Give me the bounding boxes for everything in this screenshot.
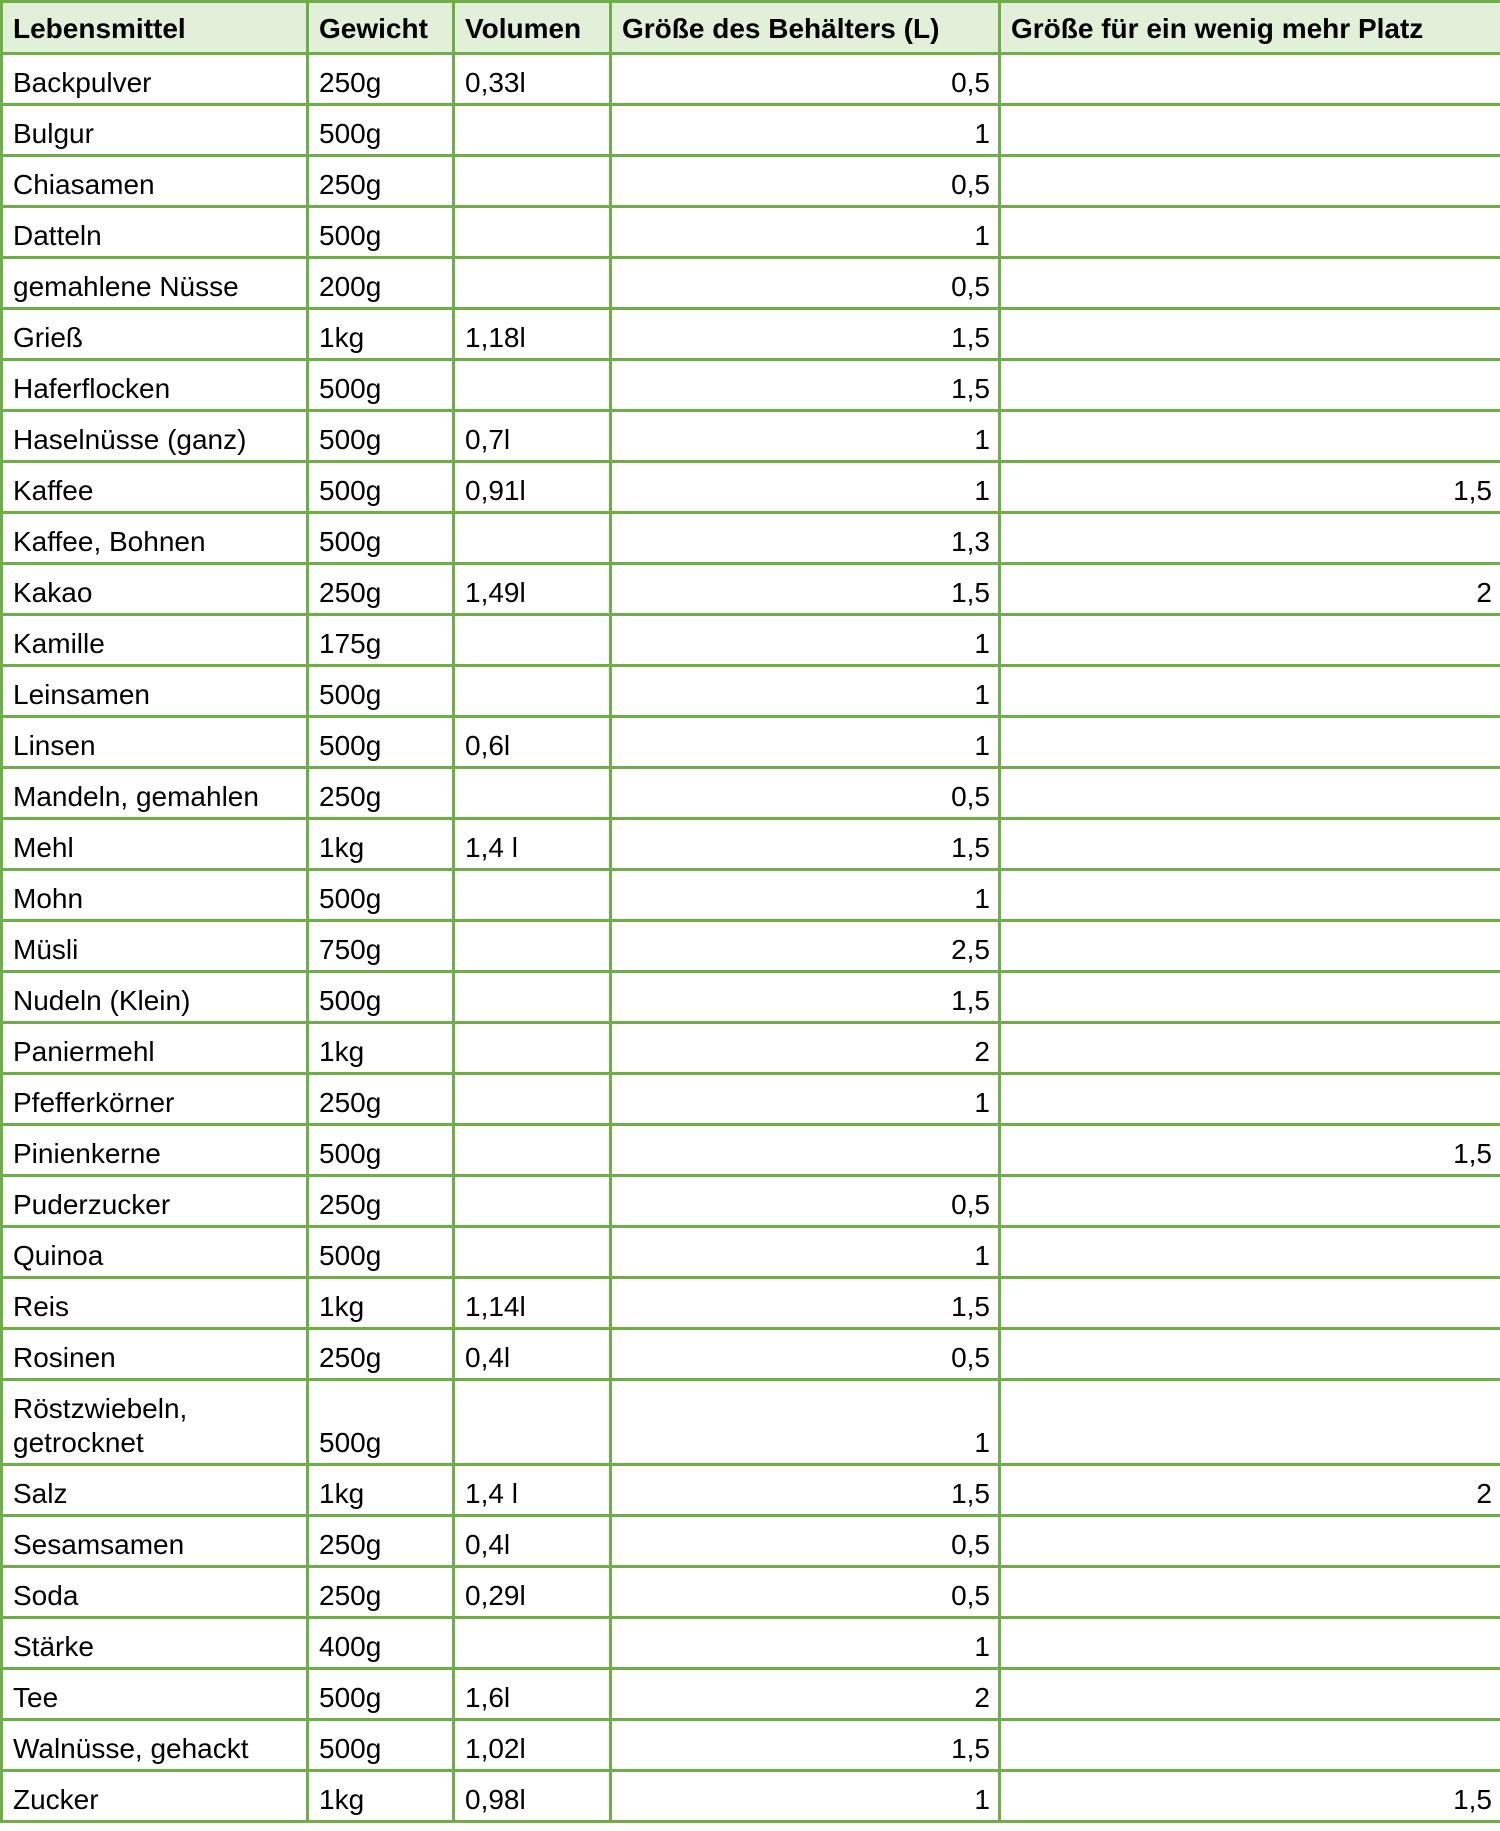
cell-volume [454, 207, 611, 258]
header-row [2, 2, 1500, 54]
cell-weight: 250g [308, 768, 454, 819]
cell-container-size: 2 [611, 1023, 1000, 1074]
cell-container-size: 1,5 [611, 309, 1000, 360]
cell-extra-space-size [1000, 819, 1500, 870]
table-row [2, 972, 1500, 1023]
cell-container-size: 1 [611, 1771, 1000, 1822]
cell-extra-space-size [1000, 105, 1500, 156]
cell-container-size: 1 [611, 615, 1000, 666]
cell-volume: 1,4 l [454, 1465, 611, 1516]
cell-food: Zucker [2, 1771, 308, 1822]
table-row [2, 462, 1500, 513]
cell-volume: 1,4 l [454, 819, 611, 870]
cell-extra-space-size [1000, 1176, 1500, 1227]
cell-container-size: 1,5 [611, 1278, 1000, 1329]
cell-extra-space-size [1000, 513, 1500, 564]
table-row [2, 156, 1500, 207]
cell-extra-space-size [1000, 666, 1500, 717]
table-row [2, 54, 1500, 105]
cell-extra-space-size [1000, 1669, 1500, 1720]
table-row [2, 1465, 1500, 1516]
cell-extra-space-size [1000, 309, 1500, 360]
header-food: Lebensmittel [2, 2, 308, 54]
cell-extra-space-size: 2 [1000, 1465, 1500, 1516]
cell-weight: 400g [308, 1618, 454, 1669]
cell-container-size: 1 [611, 207, 1000, 258]
cell-container-size: 1,5 [611, 360, 1000, 411]
cell-extra-space-size [1000, 870, 1500, 921]
cell-weight: 250g [308, 1176, 454, 1227]
cell-volume: 1,6l [454, 1669, 611, 1720]
cell-volume: 1,49l [454, 564, 611, 615]
cell-food: Datteln [2, 207, 308, 258]
cell-extra-space-size [1000, 921, 1500, 972]
cell-food: Kaffee, Bohnen [2, 513, 308, 564]
cell-extra-space-size [1000, 1227, 1500, 1278]
cell-container-size: 1 [611, 462, 1000, 513]
table-row [2, 1720, 1500, 1771]
cell-weight: 500g [308, 1669, 454, 1720]
cell-container-size: 1 [611, 1380, 1000, 1465]
cell-weight: 750g [308, 921, 454, 972]
cell-weight: 500g [308, 1227, 454, 1278]
cell-volume: 1,14l [454, 1278, 611, 1329]
cell-extra-space-size [1000, 156, 1500, 207]
cell-weight: 200g [308, 258, 454, 309]
cell-food: Haselnüsse (ganz) [2, 411, 308, 462]
cell-volume [454, 1125, 611, 1176]
cell-extra-space-size [1000, 768, 1500, 819]
cell-container-size: 0,5 [611, 156, 1000, 207]
cell-weight: 500g [308, 1720, 454, 1771]
cell-weight: 500g [308, 360, 454, 411]
cell-container-size: 1,5 [611, 972, 1000, 1023]
table-row [2, 1074, 1500, 1125]
cell-food: Paniermehl [2, 1023, 308, 1074]
cell-volume: 0,4l [454, 1516, 611, 1567]
cell-food: Stärke [2, 1618, 308, 1669]
table-row [2, 207, 1500, 258]
table-row [2, 1227, 1500, 1278]
cell-weight: 1kg [308, 819, 454, 870]
cell-volume [454, 360, 611, 411]
cell-volume [454, 258, 611, 309]
cell-volume: 0,29l [454, 1567, 611, 1618]
cell-extra-space-size [1000, 615, 1500, 666]
cell-weight: 500g [308, 105, 454, 156]
cell-container-size: 0,5 [611, 1176, 1000, 1227]
cell-weight: 250g [308, 1516, 454, 1567]
cell-container-size: 1 [611, 1074, 1000, 1125]
cell-food: Chiasamen [2, 156, 308, 207]
cell-food: Linsen [2, 717, 308, 768]
table-row [2, 309, 1500, 360]
cell-container-size: 0,5 [611, 1567, 1000, 1618]
cell-volume: 0,7l [454, 411, 611, 462]
cell-volume: 0,98l [454, 1771, 611, 1822]
cell-weight: 1kg [308, 1023, 454, 1074]
table-row [2, 615, 1500, 666]
cell-extra-space-size: 1,5 [1000, 1771, 1500, 1822]
cell-weight: 1kg [308, 1465, 454, 1516]
table-row [2, 1669, 1500, 1720]
cell-volume [454, 105, 611, 156]
cell-volume [454, 1618, 611, 1669]
table-row [2, 513, 1500, 564]
cell-food: Leinsamen [2, 666, 308, 717]
cell-weight: 250g [308, 1567, 454, 1618]
cell-volume: 0,91l [454, 462, 611, 513]
cell-extra-space-size [1000, 258, 1500, 309]
cell-food: Rosinen [2, 1329, 308, 1380]
cell-food: Kakao [2, 564, 308, 615]
cell-extra-space-size: 1,5 [1000, 1125, 1500, 1176]
cell-volume: 1,02l [454, 1720, 611, 1771]
cell-weight: 500g [308, 717, 454, 768]
cell-extra-space-size [1000, 717, 1500, 768]
cell-food: Sesamsamen [2, 1516, 308, 1567]
table-row [2, 564, 1500, 615]
cell-volume: 0,6l [454, 717, 611, 768]
table-row [2, 1176, 1500, 1227]
cell-food: Nudeln (Klein) [2, 972, 308, 1023]
cell-food: Grieß [2, 309, 308, 360]
cell-weight: 500g [308, 870, 454, 921]
cell-extra-space-size [1000, 1618, 1500, 1669]
table-row [2, 411, 1500, 462]
cell-container-size: 1,5 [611, 1465, 1000, 1516]
cell-volume [454, 156, 611, 207]
cell-extra-space-size [1000, 1567, 1500, 1618]
cell-container-size: 1 [611, 870, 1000, 921]
cell-volume [454, 1074, 611, 1125]
cell-extra-space-size: 2 [1000, 564, 1500, 615]
cell-container-size: 1,5 [611, 1720, 1000, 1771]
cell-container-size [611, 1125, 1000, 1176]
cell-weight: 1kg [308, 1278, 454, 1329]
table-row [2, 768, 1500, 819]
cell-weight: 500g [308, 1125, 454, 1176]
cell-food: Walnüsse, gehackt [2, 1720, 308, 1771]
cell-weight: 250g [308, 1074, 454, 1125]
table-row [2, 717, 1500, 768]
cell-food: Müsli [2, 921, 308, 972]
table-row [2, 1329, 1500, 1380]
cell-container-size: 1 [611, 411, 1000, 462]
cell-container-size: 1 [611, 717, 1000, 768]
header-container-size: Größe des Behälters (L) [611, 2, 1000, 54]
cell-food: Soda [2, 1567, 308, 1618]
cell-food: Reis [2, 1278, 308, 1329]
table-row [2, 360, 1500, 411]
cell-volume: 1,18l [454, 309, 611, 360]
cell-weight: 250g [308, 156, 454, 207]
cell-food: Kaffee [2, 462, 308, 513]
cell-extra-space-size [1000, 1380, 1500, 1465]
cell-container-size: 0,5 [611, 1516, 1000, 1567]
cell-volume [454, 513, 611, 564]
cell-volume [454, 615, 611, 666]
cell-weight: 250g [308, 54, 454, 105]
cell-weight: 500g [308, 207, 454, 258]
cell-food: Mehl [2, 819, 308, 870]
header-volume: Volumen [454, 2, 611, 54]
cell-extra-space-size [1000, 1720, 1500, 1771]
table-row [2, 258, 1500, 309]
cell-weight: 250g [308, 1329, 454, 1380]
cell-container-size: 1 [611, 1618, 1000, 1669]
cell-weight: 500g [308, 411, 454, 462]
cell-volume: 0,33l [454, 54, 611, 105]
cell-extra-space-size [1000, 1278, 1500, 1329]
cell-food: Mandeln, gemahlen [2, 768, 308, 819]
cell-container-size: 2,5 [611, 921, 1000, 972]
header-extra-space-size: Größe für ein wenig mehr Platz [1000, 2, 1500, 54]
table-row [2, 819, 1500, 870]
table-row [2, 1023, 1500, 1074]
cell-food: Pinienkerne [2, 1125, 308, 1176]
cell-weight: 500g [308, 666, 454, 717]
cell-container-size: 2 [611, 1669, 1000, 1720]
cell-volume [454, 1380, 611, 1465]
cell-volume [454, 921, 611, 972]
table-row [2, 1278, 1500, 1329]
cell-container-size: 0,5 [611, 1329, 1000, 1380]
cell-food: Pfefferkörner [2, 1074, 308, 1125]
table-row [2, 870, 1500, 921]
cell-volume [454, 768, 611, 819]
cell-extra-space-size [1000, 54, 1500, 105]
cell-extra-space-size [1000, 411, 1500, 462]
cell-extra-space-size [1000, 1023, 1500, 1074]
cell-weight: 250g [308, 564, 454, 615]
table-row [2, 1771, 1500, 1822]
cell-food: Mohn [2, 870, 308, 921]
cell-container-size: 0,5 [611, 768, 1000, 819]
cell-weight: 500g [308, 1380, 454, 1465]
table-row [2, 1125, 1500, 1176]
cell-extra-space-size [1000, 1329, 1500, 1380]
cell-container-size: 1,5 [611, 819, 1000, 870]
cell-extra-space-size: 1,5 [1000, 462, 1500, 513]
cell-weight: 1kg [308, 1771, 454, 1822]
cell-container-size: 1 [611, 105, 1000, 156]
cell-volume [454, 1176, 611, 1227]
cell-extra-space-size [1000, 207, 1500, 258]
cell-food: Bulgur [2, 105, 308, 156]
cell-volume [454, 1023, 611, 1074]
cell-volume [454, 1227, 611, 1278]
table-row [2, 1567, 1500, 1618]
cell-container-size: 0,5 [611, 54, 1000, 105]
table-row [2, 105, 1500, 156]
cell-volume [454, 870, 611, 921]
cell-extra-space-size [1000, 972, 1500, 1023]
cell-container-size: 1,3 [611, 513, 1000, 564]
cell-extra-space-size [1000, 1516, 1500, 1567]
cell-extra-space-size [1000, 360, 1500, 411]
table-body [2, 54, 1500, 1822]
cell-volume [454, 972, 611, 1023]
cell-food: Röstzwiebeln, getrocknet [2, 1380, 308, 1465]
header-weight: Gewicht [308, 2, 454, 54]
cell-weight: 500g [308, 972, 454, 1023]
cell-container-size: 1 [611, 1227, 1000, 1278]
cell-food: Puderzucker [2, 1176, 308, 1227]
cell-container-size: 1,5 [611, 564, 1000, 615]
cell-container-size: 0,5 [611, 258, 1000, 309]
cell-weight: 1kg [308, 309, 454, 360]
cell-food: Salz [2, 1465, 308, 1516]
table-row [2, 1618, 1500, 1669]
cell-weight: 500g [308, 513, 454, 564]
cell-volume [454, 666, 611, 717]
cell-food: Quinoa [2, 1227, 308, 1278]
cell-food: Backpulver [2, 54, 308, 105]
cell-food: Haferflocken [2, 360, 308, 411]
cell-food: Tee [2, 1669, 308, 1720]
cell-food: gemahlene Nüsse [2, 258, 308, 309]
cell-container-size: 1 [611, 666, 1000, 717]
table-row [2, 921, 1500, 972]
table-row [2, 1516, 1500, 1567]
cell-weight: 175g [308, 615, 454, 666]
table-row [2, 1380, 1500, 1465]
table-row [2, 666, 1500, 717]
cell-food: Kamille [2, 615, 308, 666]
cell-extra-space-size [1000, 1074, 1500, 1125]
cell-weight: 500g [308, 462, 454, 513]
cell-volume: 0,4l [454, 1329, 611, 1380]
